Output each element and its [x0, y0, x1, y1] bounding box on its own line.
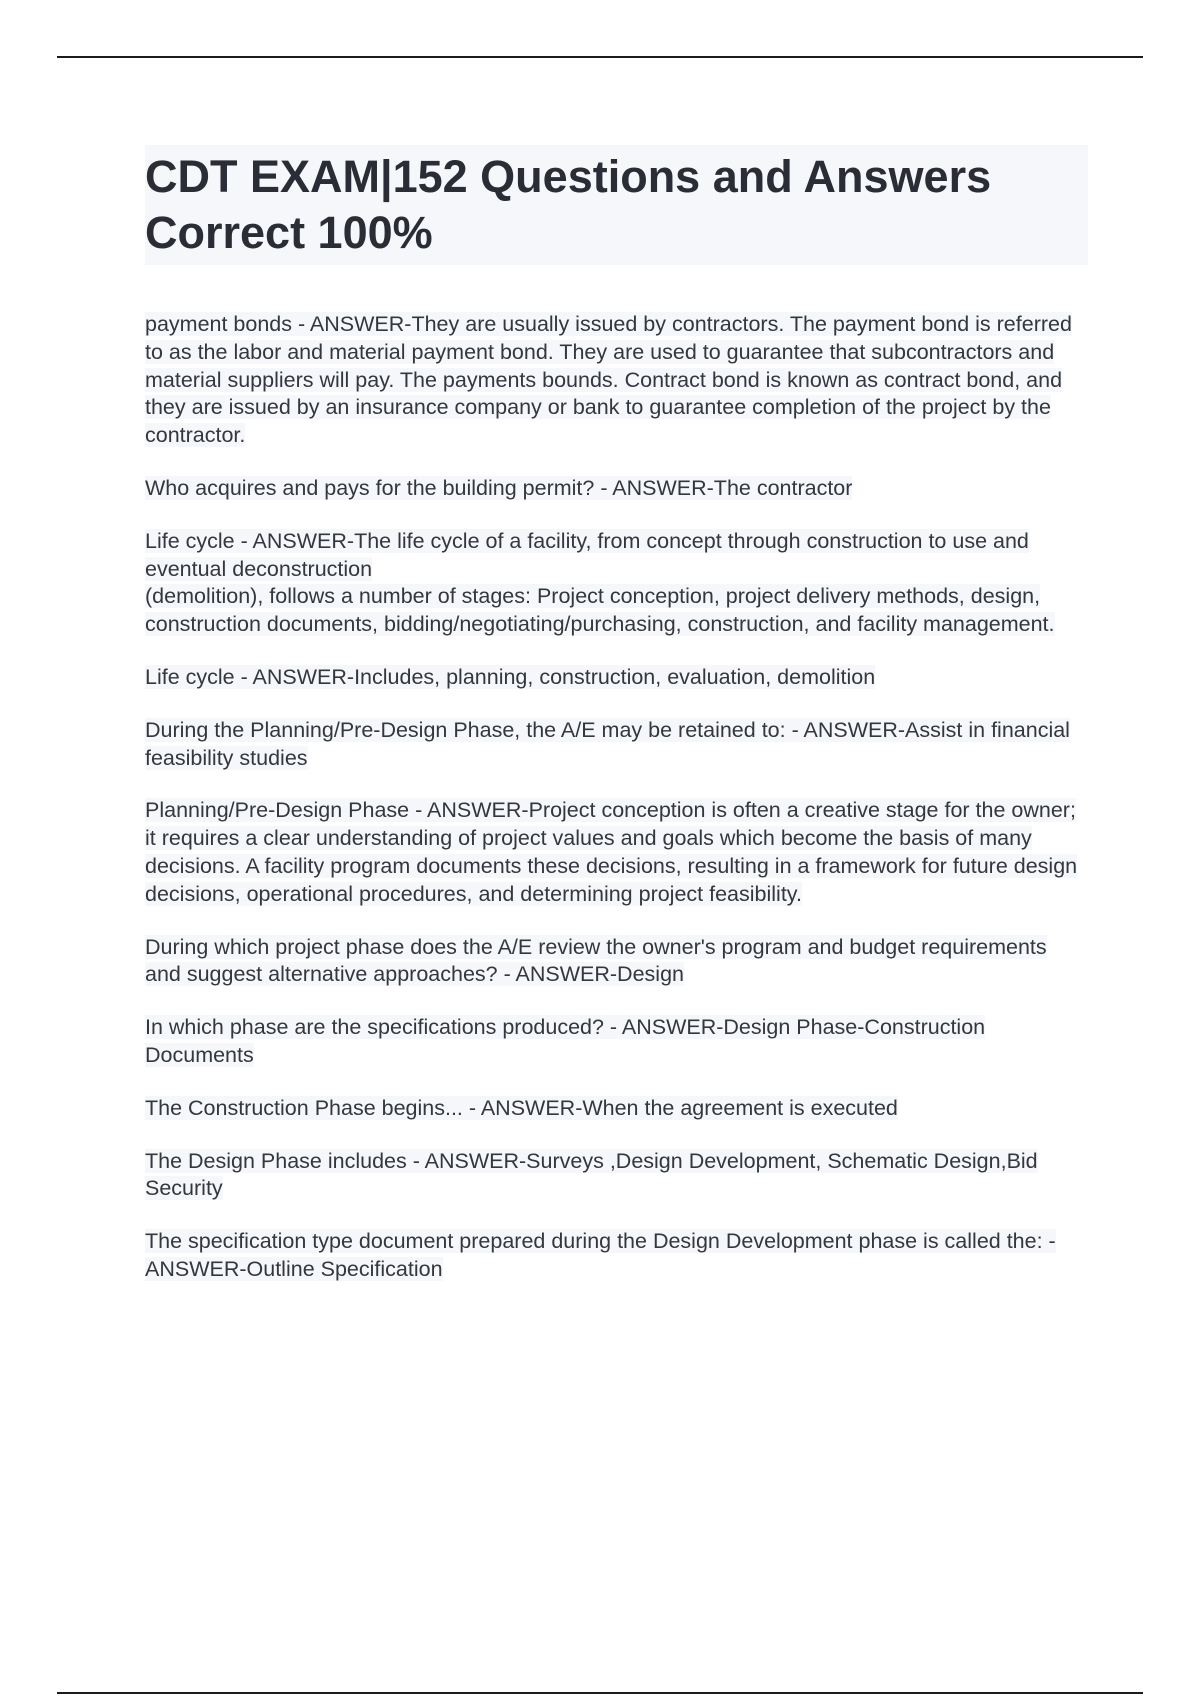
qa-text: The Construction Phase begins... - ANSWER-When the agreement is executed	[145, 1095, 898, 1120]
qa-text-line-3: construction documents, bidding/negotiating/purchasing, construction, and facility management.	[145, 612, 1055, 637]
qa-list	[145, 311, 1088, 1309]
qa-item-design-phase	[145, 1148, 1088, 1204]
qa-text: Who acquires and pays for the building permit? - ANSWER-The contractor	[145, 475, 853, 500]
qa-item-ae-retained	[145, 717, 1088, 773]
top-rule	[57, 56, 1143, 58]
qa-text: Planning/Pre-Design Phase - ANSWER-Project conception is often a creative stage for the owner; it requires a clear understanding of project values and goals which become the basis of many decisions. A facility program documents these decisions, resulting in a framework for future design decisions, operational procedures, and determining project feasibility.	[145, 798, 1078, 906]
qa-item-ae-review-phase	[145, 934, 1088, 990]
qa-text: The Design Phase includes - ANSWER-Surveys ,Design Development, Schematic Design,Bid Security	[145, 1148, 1038, 1201]
qa-item-specifications-phase	[145, 1014, 1088, 1070]
qa-text: Life cycle - ANSWER-Includes, planning, construction, evaluation, demolition	[145, 664, 876, 689]
qa-text: payment bonds - ANSWER-They are usually issued by contractors. The payment bond is referred to as the labor and material payment bond. They are used to guarantee that subcontractors and material suppliers will pay. The payments bounds. Contract bond is known as contract bond, and they are issued by an insurance company or bank to guarantee completion of the project by the contractor.	[145, 312, 1072, 448]
page-title: CDT EXAM|152 Questions and Answers Correct 100%	[145, 151, 992, 258]
bottom-rule	[57, 1692, 1143, 1694]
qa-text: During which project phase does the A/E review the owner's program and budget requirements and suggest alternative approaches? - ANSWER-Design	[145, 934, 1047, 987]
qa-item-payment-bonds	[145, 311, 1088, 450]
qa-text-line-1: Life cycle - ANSWER-The life cycle of a facility, from concept through construction to use and eventual deconstruction	[145, 528, 1029, 581]
qa-item-life-cycle-includes	[145, 664, 1088, 692]
qa-item-life-cycle-stages	[145, 528, 1088, 639]
qa-text: In which phase are the specifications produced? - ANSWER-Design Phase-Construction Documents	[145, 1015, 986, 1067]
qa-text: The specification type document prepared during the Design Development phase is called the: - ANSWER-Outline Specification	[145, 1229, 1056, 1281]
qa-item-building-permit	[145, 475, 1088, 503]
qa-item-construction-phase	[145, 1095, 1088, 1123]
qa-text-line-2: (demolition), follows a number of stages: Project conception, project delivery methods, design,	[145, 584, 1041, 609]
title-block	[145, 145, 1088, 265]
qa-text: During the Planning/Pre-Design Phase, the A/E may be retained to: - ANSWER-Assist in financial feasibility studies	[145, 717, 1070, 770]
qa-item-outline-specification	[145, 1228, 1088, 1284]
qa-item-pre-design-phase	[145, 797, 1088, 908]
